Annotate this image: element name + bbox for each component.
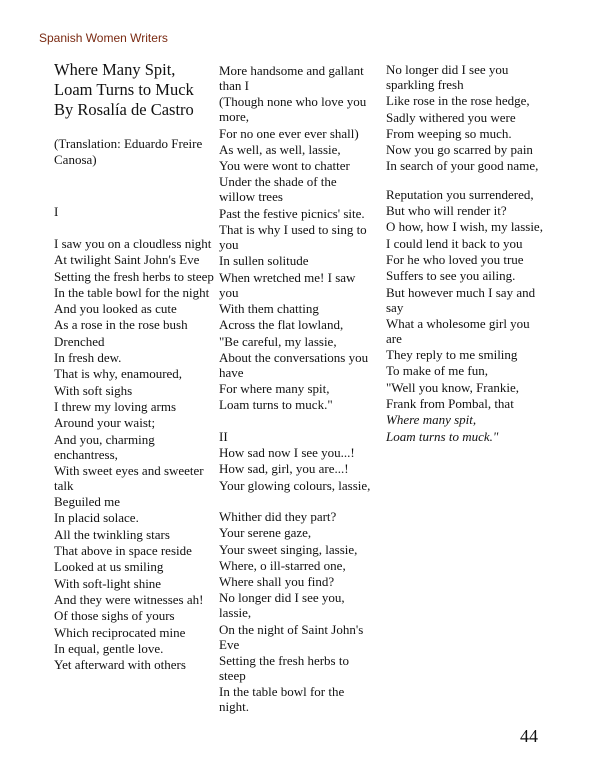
verse-line: Past the festive picnics' site. [219,205,365,221]
poem-title [54,60,224,120]
verse-line: You were wont to chatter [219,158,350,174]
verse-line: Sadly withered you were [386,109,516,125]
verse-line: Suffers to see you ailing. [386,268,516,284]
verse-line: Looked at us smiling [54,559,164,575]
verse-line: For no one ever ever shall) [219,125,359,141]
verse-line: Where, o ill-starred one, [219,557,346,573]
verse-line: More handsome and gallant than I [219,63,364,93]
verse-line: O how, how I wish, my lassie, [386,219,543,235]
verse-line: Where many spit, [386,412,477,428]
verse-line: That is why I used to sing to you [219,222,367,253]
verse-line: What a wholesome girl you are [386,315,530,346]
verse-line: For where many spit, [219,381,330,397]
part-two-stanza-3 [386,62,546,173]
title-line-3: By Rosalía de Castro [54,100,194,119]
verse-line: For he who loved you true [386,251,524,267]
verse-line: I threw my loving arms [54,398,177,414]
verse-line: Which reciprocated mine [54,624,186,640]
running-header: Spanish Women Writers [39,31,168,45]
verse-line: No longer did I see you, lassie, [219,590,345,621]
verse-line: On the night of Saint John's Eve [219,621,364,652]
verse-line: I saw you on a cloudless night [54,236,212,251]
verse-line: Yet afterward with others [54,657,186,673]
verse-line: To make of me fun, [386,363,488,379]
verse-line: Whither did they part? [219,508,337,524]
verse-line: And you looked as cute [54,301,177,317]
verse-line: Loam turns to muck." [219,397,333,413]
verse-line: Drenched [54,333,105,349]
verse-line: As well, as well, lassie, [219,141,341,157]
verse-line: Beguiled me [54,494,121,510]
section-label-ii: II [219,428,228,444]
verse-line: "Well you know, Frankie, [386,379,520,395]
verse-line: How sad, girl, you are...! [219,461,349,477]
part-two-stanza-2 [219,509,374,714]
verse-line: Loam turns to muck." [386,428,499,444]
verse-line: Like rose in the rose hedge, [386,93,530,109]
verse-line: But who will render it? [386,203,507,219]
verse-line: All the twinkling stars [54,526,170,542]
title-line-2: Loam Turns to Muck [54,80,194,99]
poem-column-3 [386,62,546,445]
verse-line: Now you go scarred by pain [386,142,533,158]
verse-line: About the conversations you have [219,349,369,380]
verse-line: Reputation you surrendered, [386,186,534,202]
verse-line: That above in space reside [54,543,192,559]
verse-line: Frank from Pombal, that [386,396,514,412]
verse-line: As a rose in the rose bush [54,317,188,333]
verse-line: Around your waist; [54,415,156,431]
verse-line: How sad now I see you...! [219,445,355,461]
verse-line: Where shall you find? [219,574,335,590]
verse-line: And they were witnesses ah! [54,591,204,607]
verse-line: With sweet eyes and sweeter talk [54,462,204,493]
verse-line: Your glowing colours, lassie, [219,477,371,493]
verse-line: With soft-light shine [54,575,162,591]
title-line-1: Where Many Spit, [54,60,176,79]
verse-line: No longer did I see you sparkling fresh [386,62,509,92]
verse-line: Setting the fresh herbs to steep [54,268,214,284]
verse-line: In sullen solitude [219,253,309,269]
verse-line: (Though none who love you more, [219,94,367,125]
verse-line: At twilight Saint John's Eve [54,252,200,268]
part-two-stanza-4 [386,187,546,411]
verse-line: In the table bowl for the night [54,284,210,300]
verse-line: When wretched me! I saw you [219,269,356,300]
page-number: 44 [520,726,538,746]
poem-column-1 [54,236,219,673]
translation-credit: (Translation: Eduardo Freire Canosa) [54,136,203,167]
verse-line: I could lend it back to you [386,235,523,251]
verse-line: Across the flat lowland, [219,317,344,333]
part-two-stanza-1 [219,445,374,493]
verse-line: With them chatting [219,300,319,316]
verse-line: From weeping so much. [386,125,512,141]
verse-line: Your serene gaze, [219,525,312,541]
poem-column-2 [219,63,374,716]
verse-line: "Be careful, my lassie, [219,333,337,349]
verse-line: In placid solace. [54,510,139,526]
verse-line: In equal, gentle love. [54,640,164,656]
verse-line: Of those sighs of yours [54,608,175,624]
verse-line: That is why, enamoured, [54,366,183,382]
verse-line: In the table bowl for the night. [219,684,345,715]
closing-refrain [386,412,546,443]
section-label-i: I [54,204,59,219]
verse-line: With soft sighs [54,382,133,398]
verse-line: Your sweet singing, lassie, [219,541,358,557]
verse-line: In fresh dew. [54,350,122,366]
part-one-continuation [219,63,374,412]
verse-line: And you, charming enchantress, [54,431,155,462]
verse-line: In search of your good name, [386,158,539,174]
verse-line: They reply to me smiling [386,347,518,363]
verse-line: Setting the fresh herbs to steep [219,653,349,684]
verse-line: Under the shade of the willow trees [219,174,337,205]
verse-line: But however much I say and say [386,284,536,315]
